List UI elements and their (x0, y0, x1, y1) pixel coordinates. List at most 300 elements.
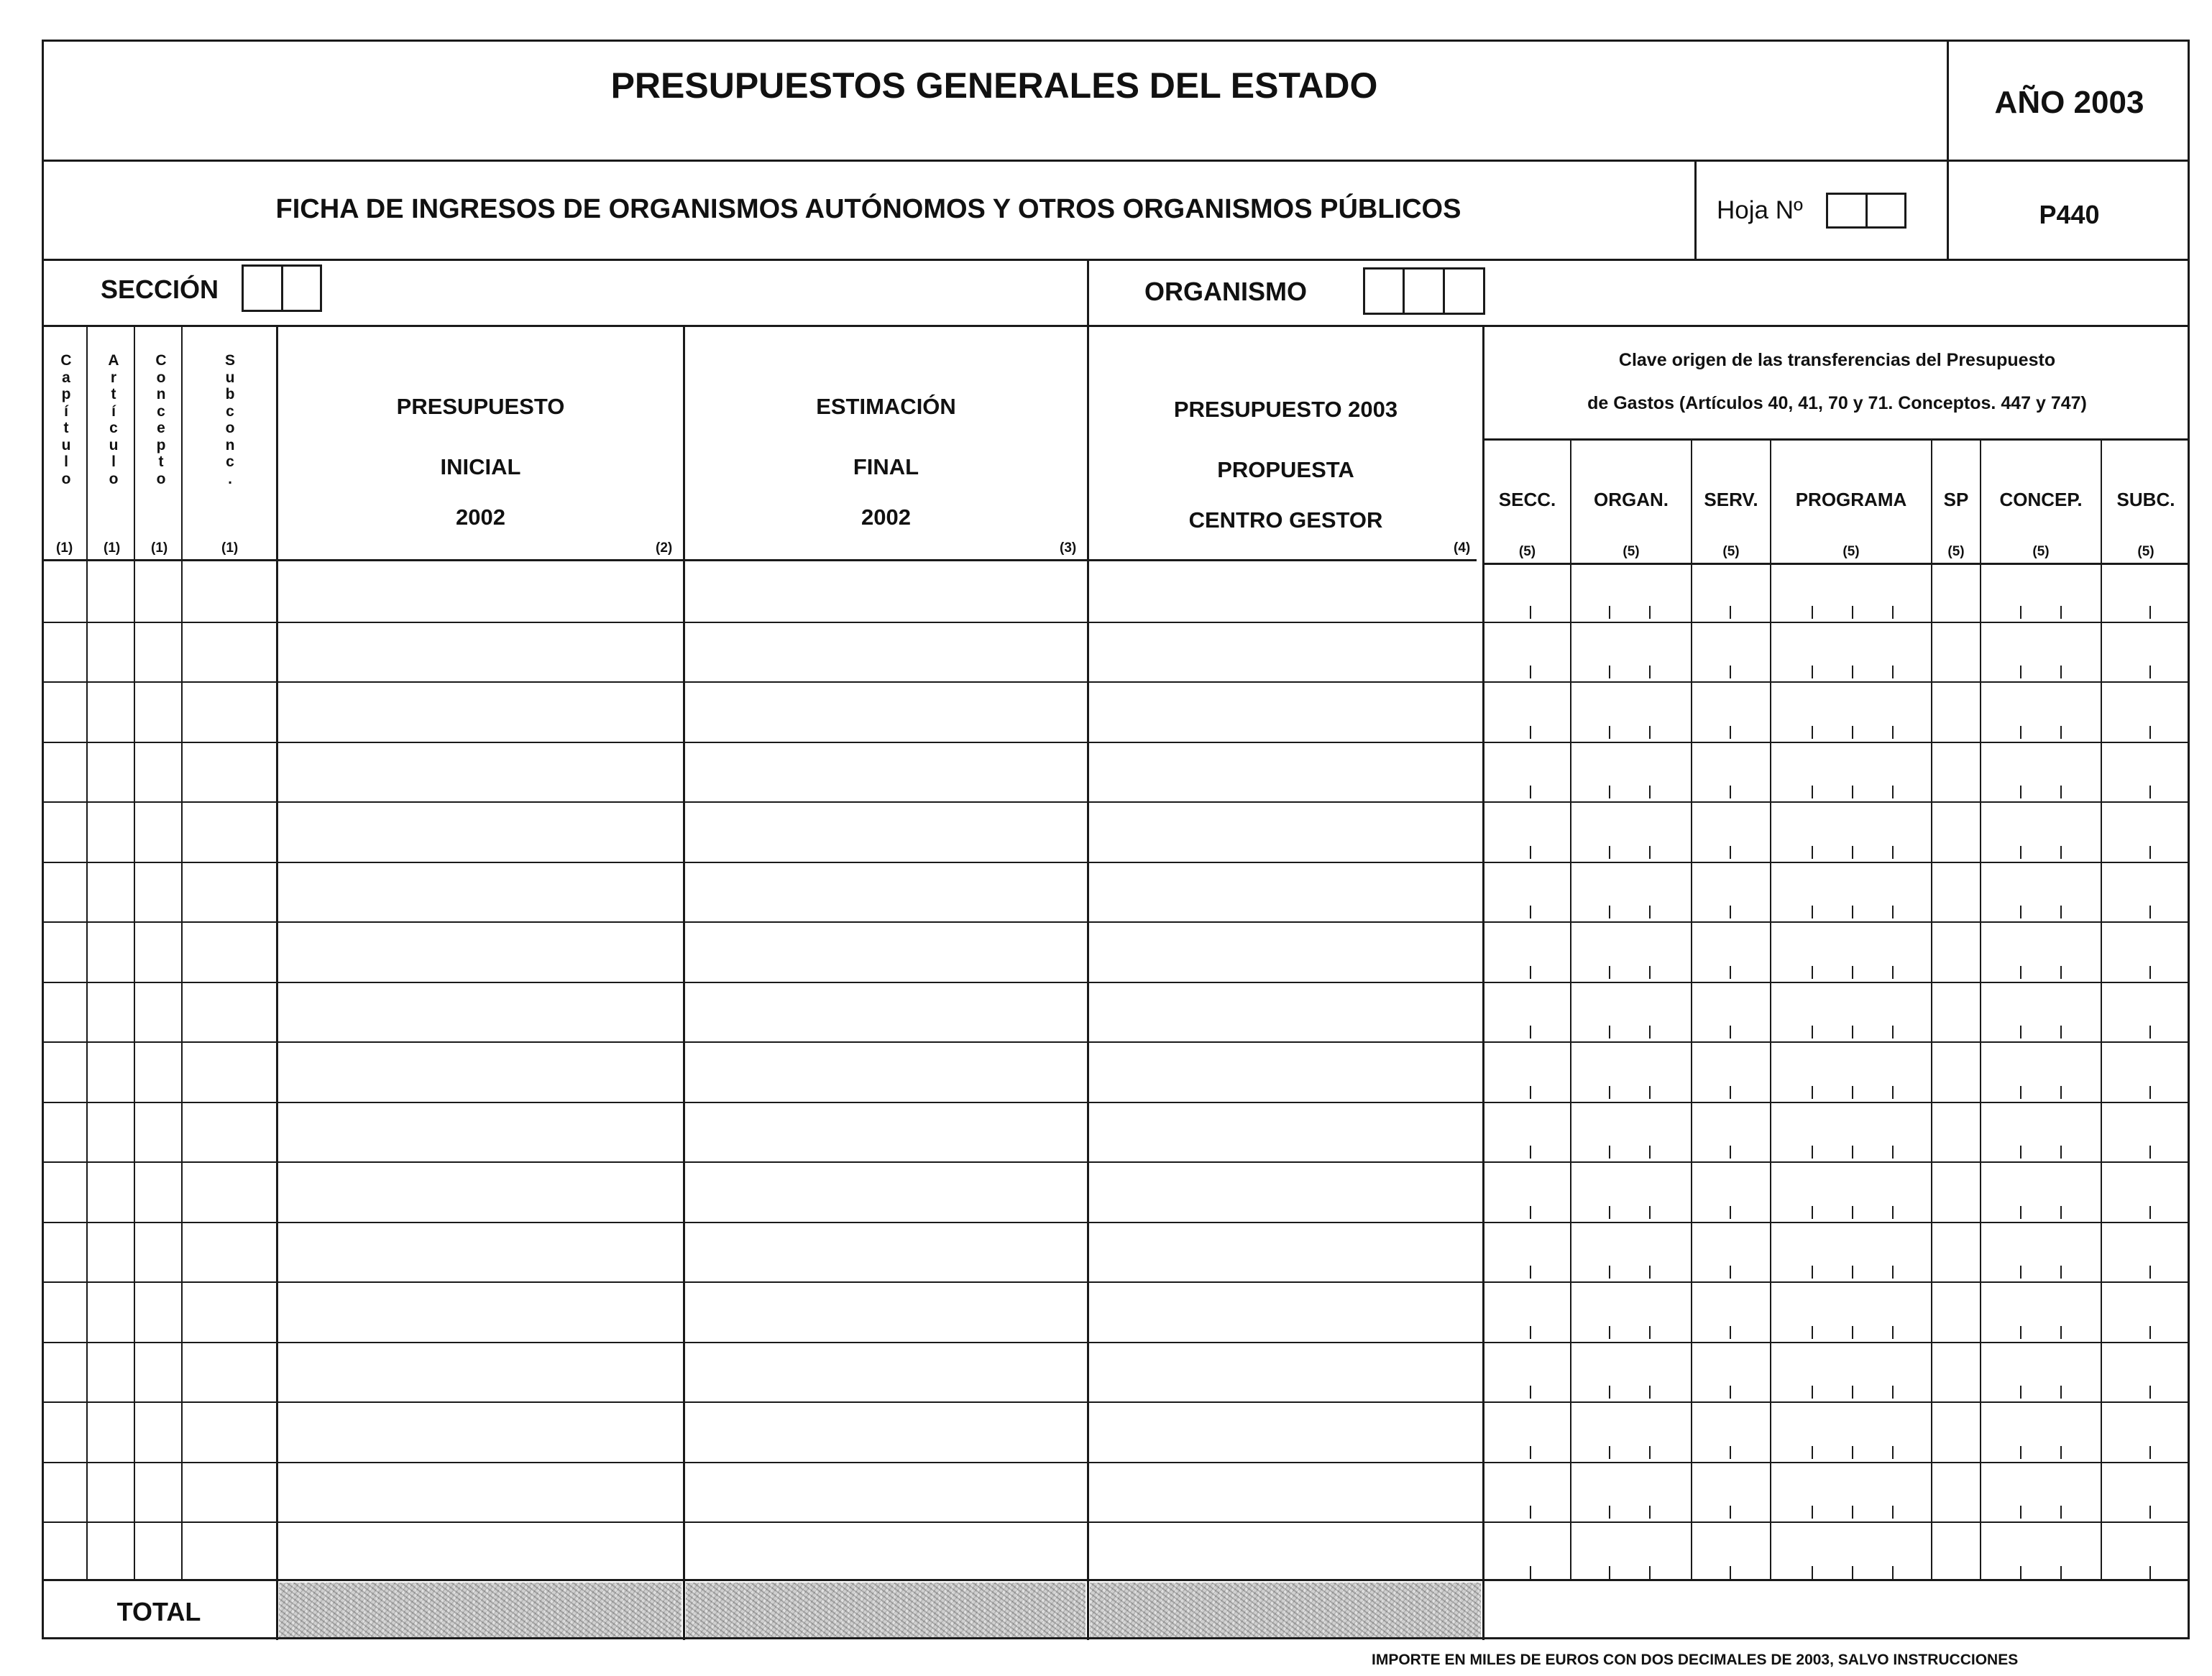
digit-separator (1730, 1506, 1731, 1519)
digit-separator (1530, 846, 1531, 859)
digit-separator (2060, 726, 2062, 739)
header-letter: C (155, 352, 167, 369)
digit-separator (2060, 1566, 2062, 1579)
digit-separator (1530, 1086, 1531, 1099)
digit-separator (1530, 1326, 1531, 1339)
digit-separator (1530, 1566, 1531, 1579)
digit-separator (2060, 1026, 2062, 1039)
header-letter: o (156, 470, 166, 487)
digit-separator (1892, 1386, 1894, 1399)
digit-separator (1609, 786, 1610, 798)
row-line (42, 982, 1482, 983)
header-letter: o (156, 369, 166, 386)
digit-separator (1730, 1206, 1731, 1219)
digit-separator (1530, 1506, 1531, 1519)
digit-separator (2149, 1266, 2151, 1279)
digit-separator (2020, 846, 2021, 859)
col3-line1: ESTIMACIÓN (816, 394, 956, 419)
digit-separator (1609, 1326, 1610, 1339)
digit-separator (1892, 786, 1894, 798)
header-letter: o (61, 470, 71, 487)
digit-separator (1530, 1206, 1531, 1219)
digit-separator (2020, 1446, 2021, 1459)
digit-separator (1730, 1326, 1731, 1339)
digit-separator (2020, 1206, 2021, 1219)
digit-separator (2060, 1446, 2062, 1459)
digit-separator (2149, 1386, 2151, 1399)
header-letter: p (156, 436, 166, 453)
column-border (1691, 438, 1692, 1579)
header-letter: u (61, 436, 71, 453)
note5-concep: (5) (2032, 544, 2050, 559)
digit-separator (1609, 906, 1610, 918)
note-col3: (3) (1060, 540, 1077, 556)
form-frame (42, 40, 2190, 1639)
sheet-number-box[interactable] (1826, 193, 1906, 229)
digit-separator (2149, 846, 2151, 859)
digit-separator (1852, 1266, 1853, 1279)
digit-separator (1812, 966, 1813, 979)
digit-separator (1649, 906, 1651, 918)
digit-separator (1730, 666, 1731, 678)
digit-separator (2149, 666, 2151, 678)
digit-separator (2060, 1206, 2062, 1219)
column-border (1931, 438, 1932, 1579)
digit-separator (1530, 606, 1531, 619)
box-divider (1443, 270, 1445, 313)
form-subtitle: FICHA DE INGRESOS DE ORGANISMOS AUTÓNOMOS Y OTROS ORGANISMOS PÚBLICOS (275, 194, 1461, 224)
concepto-header (147, 352, 175, 487)
digit-separator (2060, 1086, 2062, 1099)
digit-separator (1892, 846, 1894, 859)
digit-separator (1649, 666, 1651, 678)
digit-separator (1892, 1206, 1894, 1219)
digit-separator (2060, 666, 2062, 678)
row-line (42, 1222, 1482, 1223)
digit-separator (1892, 1026, 1894, 1039)
note-col2: (2) (656, 540, 673, 556)
sub-sp: SP (1943, 489, 1969, 510)
digit-separator (2149, 1326, 2151, 1339)
row-line (42, 1401, 1482, 1403)
row-line (1484, 982, 2190, 983)
digit-separator (2060, 786, 2062, 798)
digit-separator (2020, 966, 2021, 979)
digit-separator (1730, 1086, 1731, 1099)
digit-separator (2020, 1266, 2021, 1279)
section-code-box[interactable] (242, 264, 322, 312)
digit-separator (1852, 1446, 1853, 1459)
digit-separator (1892, 1146, 1894, 1159)
note-subconc: (1) (221, 540, 239, 556)
digit-separator (1530, 1446, 1531, 1459)
digit-separator (1649, 1026, 1651, 1039)
sub-subc: SUBC. (2116, 489, 2175, 510)
row-line (42, 742, 1482, 743)
digit-separator (1649, 1386, 1651, 1399)
organism-cell-border (1087, 259, 1089, 326)
digit-separator (1892, 1326, 1894, 1339)
row-line (1484, 1462, 2190, 1463)
digit-separator (2149, 726, 2151, 739)
digit-separator (1852, 1566, 1853, 1579)
digit-separator (1609, 1506, 1610, 1519)
row-line (42, 1342, 1482, 1343)
row-line (1484, 1041, 2190, 1043)
footer-note: IMPORTE EN MILES DE EUROS CON DOS DECIMALES DE 2003, SALVO INSTRUCCIONES (1372, 1652, 2019, 1668)
digit-separator (1812, 1026, 1813, 1039)
note-concepto: (1) (151, 540, 168, 556)
header-letter: í (64, 402, 68, 420)
digit-separator (1852, 786, 1853, 798)
note5-serv: (5) (1722, 544, 1740, 559)
total-cell-final[interactable] (686, 1583, 1086, 1637)
digit-separator (2149, 1566, 2151, 1579)
header-letter: o (225, 420, 235, 436)
header-letter: í (111, 402, 116, 420)
col3-line2: FINAL (853, 454, 919, 479)
digit-separator (1812, 1266, 1813, 1279)
digit-separator (1609, 1266, 1610, 1279)
capitulo-header (52, 352, 81, 487)
digit-separator (1649, 1566, 1651, 1579)
col3-line3: 2002 (861, 505, 911, 530)
header-letter: e (157, 420, 165, 436)
row-line (1484, 681, 2190, 683)
digit-separator (1609, 1446, 1610, 1459)
total-cell-proposal[interactable] (1090, 1583, 1481, 1637)
note5-secc: (5) (1518, 544, 1536, 559)
col2-line1: PRESUPUESTO (396, 394, 565, 419)
organism-label: ORGANISMO (1144, 277, 1308, 306)
header-letter: n (156, 386, 166, 402)
digit-separator (1812, 1086, 1813, 1099)
digit-separator (2060, 1386, 2062, 1399)
digit-separator (2020, 606, 2021, 619)
digit-separator (1730, 1026, 1731, 1039)
sub-secc: SECC. (1498, 489, 1556, 510)
digit-separator (1530, 1386, 1531, 1399)
row-line (42, 681, 1482, 683)
digit-separator (1730, 1146, 1731, 1159)
divider (42, 1579, 2190, 1581)
sub-programa: PROGRAMA (1795, 489, 1907, 510)
digit-separator (2060, 1146, 2062, 1159)
row-line (42, 862, 1482, 863)
digit-separator (2149, 1026, 2151, 1039)
clave-line2: de Gastos (Artículos 40, 41, 70 y 71. Conceptos. 447 y 747) (1587, 393, 2087, 413)
column-border (86, 325, 88, 1579)
header-letter: C (60, 352, 72, 369)
digit-separator (2060, 906, 2062, 918)
digit-separator (1730, 846, 1731, 859)
digit-separator (2020, 1326, 2021, 1339)
digit-separator (2020, 1086, 2021, 1099)
digit-separator (1649, 1146, 1651, 1159)
digit-separator (1730, 1386, 1731, 1399)
row-line (42, 1102, 1482, 1103)
digit-separator (1649, 1086, 1651, 1099)
digit-separator (1649, 1506, 1651, 1519)
digit-separator (1609, 1566, 1610, 1579)
digit-separator (1649, 786, 1651, 798)
digit-separator (1812, 1326, 1813, 1339)
digit-separator (2149, 786, 2151, 798)
digit-separator (2020, 666, 2021, 678)
digit-separator (1530, 966, 1531, 979)
digit-separator (1892, 906, 1894, 918)
column-border (1980, 438, 1981, 1579)
sub-concep: CONCEP. (1999, 489, 2083, 510)
sheet-number-label: Hoja Nº (1717, 196, 1803, 224)
column-border (134, 325, 135, 1579)
digit-separator (1812, 1386, 1813, 1399)
header-letter: t (63, 420, 69, 436)
row-line (42, 801, 1482, 803)
digit-separator (1649, 1326, 1651, 1339)
row-line (1484, 862, 2190, 863)
box-divider (1865, 195, 1868, 226)
digit-separator (1609, 1086, 1610, 1099)
header-letter: u (109, 436, 119, 453)
digit-separator (1852, 1026, 1853, 1039)
digit-separator (1892, 966, 1894, 979)
digit-separator (1609, 1146, 1610, 1159)
digit-separator (1649, 606, 1651, 619)
digit-separator (1812, 1146, 1813, 1159)
digit-separator (2020, 1146, 2021, 1159)
digit-separator (2060, 846, 2062, 859)
note5-organ: (5) (1623, 544, 1640, 559)
divider (42, 160, 2190, 162)
digit-separator (1730, 1266, 1731, 1279)
col4-line1: PRESUPUESTO 2003 (1173, 397, 1398, 422)
digit-separator (1730, 906, 1731, 918)
digit-separator (1852, 1086, 1853, 1099)
header-letter: c (226, 453, 234, 470)
box-divider (281, 267, 283, 310)
subconc-header (216, 352, 244, 487)
digit-separator (2020, 1386, 2021, 1399)
form-year: AÑO 2003 (1994, 85, 2144, 120)
digit-separator (1812, 666, 1813, 678)
digit-separator (1812, 786, 1813, 798)
sub-serv: SERV. (1704, 489, 1758, 510)
digit-separator (1812, 1506, 1813, 1519)
header-letter: o (109, 470, 119, 487)
digit-separator (1609, 666, 1610, 678)
header-letter: S (224, 352, 235, 369)
digit-separator (1812, 846, 1813, 859)
note5-sp: (5) (1947, 544, 1965, 559)
col4-line3: CENTRO GESTOR (1188, 507, 1383, 533)
divider (42, 559, 1477, 561)
digit-separator (1852, 966, 1853, 979)
digit-separator (1530, 1026, 1531, 1039)
digit-separator (2020, 1506, 2021, 1519)
digit-separator (1530, 906, 1531, 918)
col2-line2: INICIAL (440, 454, 521, 479)
header-letter: b (225, 386, 235, 402)
digit-separator (2149, 1506, 2151, 1519)
digit-separator (2060, 966, 2062, 979)
digit-separator (1812, 1446, 1813, 1459)
row-line (1484, 742, 2190, 743)
digit-separator (1852, 1206, 1853, 1219)
digit-separator (1852, 1506, 1853, 1519)
row-line (42, 622, 1482, 623)
digit-separator (2060, 606, 2062, 619)
header-letter: l (111, 453, 116, 470)
digit-separator (1609, 726, 1610, 739)
header-letter: A (108, 352, 119, 369)
digit-separator (1852, 726, 1853, 739)
digit-separator (1649, 726, 1651, 739)
header-letter: l (64, 453, 68, 470)
row-line (42, 921, 1482, 923)
digit-separator (2149, 1446, 2151, 1459)
total-cell-initial[interactable] (279, 1583, 682, 1637)
digit-separator (1852, 906, 1853, 918)
digit-separator (1892, 1446, 1894, 1459)
digit-separator (2149, 906, 2151, 918)
column-border (1570, 438, 1571, 1579)
box-divider (1403, 270, 1405, 313)
digit-separator (1730, 966, 1731, 979)
note5-subc: (5) (2137, 544, 2154, 559)
row-line (42, 1161, 1482, 1163)
digit-separator (1812, 906, 1813, 918)
digit-separator (2060, 1506, 2062, 1519)
note5-programa: (5) (1842, 544, 1860, 559)
total-label: TOTAL (116, 1597, 201, 1626)
digit-separator (1649, 1206, 1651, 1219)
digit-separator (2020, 726, 2021, 739)
header-letter: a (62, 369, 70, 386)
col2-line3: 2002 (456, 505, 505, 530)
digit-separator (1609, 846, 1610, 859)
digit-separator (2020, 906, 2021, 918)
digit-separator (1649, 1266, 1651, 1279)
digit-separator (1892, 606, 1894, 619)
digit-separator (1892, 726, 1894, 739)
organism-code-box[interactable] (1363, 267, 1485, 315)
note-col4: (4) (1454, 540, 1471, 556)
digit-separator (1852, 846, 1853, 859)
digit-separator (2149, 1206, 2151, 1219)
digit-separator (2020, 1566, 2021, 1579)
row-line (42, 1521, 1482, 1523)
header-letter: u (225, 369, 235, 386)
digit-separator (1609, 1206, 1610, 1219)
digit-separator (1892, 1086, 1894, 1099)
header-letter: n (225, 436, 235, 453)
digit-separator (1730, 726, 1731, 739)
row-line (1484, 1281, 2190, 1283)
header-letter: r (110, 369, 117, 386)
digit-separator (1730, 786, 1731, 798)
digit-separator (1852, 1386, 1853, 1399)
digit-separator (1730, 1446, 1731, 1459)
digit-separator (1649, 1446, 1651, 1459)
digit-separator (2149, 1146, 2151, 1159)
digit-separator (1530, 666, 1531, 678)
clave-line1: Clave origen de las transferencias del Presupuesto (1618, 350, 2056, 370)
digit-separator (1609, 1026, 1610, 1039)
digit-separator (1892, 1566, 1894, 1579)
header-letter: c (109, 420, 118, 436)
digit-separator (2060, 1326, 2062, 1339)
row-line (1484, 1161, 2190, 1163)
header-letter: p (61, 386, 71, 402)
digit-separator (1852, 606, 1853, 619)
digit-separator (1530, 1266, 1531, 1279)
row-line (1484, 1521, 2190, 1523)
digit-separator (2020, 1026, 2021, 1039)
digit-separator (2020, 786, 2021, 798)
row-line (1484, 1102, 2190, 1103)
digit-separator (1649, 846, 1651, 859)
articulo-header (99, 352, 128, 487)
digit-separator (2149, 966, 2151, 979)
divider (1484, 438, 2190, 441)
row-line (42, 1462, 1482, 1463)
row-line (1484, 801, 2190, 803)
form-title: PRESUPUESTOS GENERALES DEL ESTADO (610, 65, 1378, 106)
digit-separator (1852, 666, 1853, 678)
header-letter: c (226, 402, 234, 420)
row-line (1484, 1222, 2190, 1223)
digit-separator (1530, 726, 1531, 739)
column-border (1770, 438, 1771, 1579)
digit-separator (1892, 666, 1894, 678)
divider (42, 325, 2190, 327)
column-border (2101, 438, 2102, 1579)
digit-separator (1812, 1566, 1813, 1579)
digit-separator (1530, 786, 1531, 798)
digit-separator (2060, 1266, 2062, 1279)
digit-separator (1609, 606, 1610, 619)
digit-separator (1730, 606, 1731, 619)
header-letter: t (111, 386, 116, 402)
row-line (1484, 921, 2190, 923)
divider (42, 259, 2190, 261)
digit-separator (1730, 1566, 1731, 1579)
header-letter: t (158, 453, 164, 470)
row-line (42, 1281, 1482, 1283)
digit-separator (2149, 606, 2151, 619)
digit-separator (1812, 726, 1813, 739)
digit-separator (1609, 1386, 1610, 1399)
column-border (181, 325, 183, 1579)
divider (1484, 563, 2190, 565)
digit-separator (1852, 1146, 1853, 1159)
digit-separator (1530, 1146, 1531, 1159)
col4-line2: PROPUESTA (1217, 457, 1354, 482)
digit-separator (1609, 966, 1610, 979)
digit-separator (1892, 1266, 1894, 1279)
digit-separator (2149, 1086, 2151, 1099)
row-line (1484, 1342, 2190, 1343)
form-code: P440 (2039, 200, 2100, 229)
digit-separator (1852, 1326, 1853, 1339)
row-line (1484, 622, 2190, 623)
header-letter: c (157, 402, 165, 420)
row-line (1484, 1401, 2190, 1403)
sub-organ: ORGAN. (1594, 489, 1669, 510)
note-articulo: (1) (104, 540, 121, 556)
row-line (42, 1041, 1482, 1043)
